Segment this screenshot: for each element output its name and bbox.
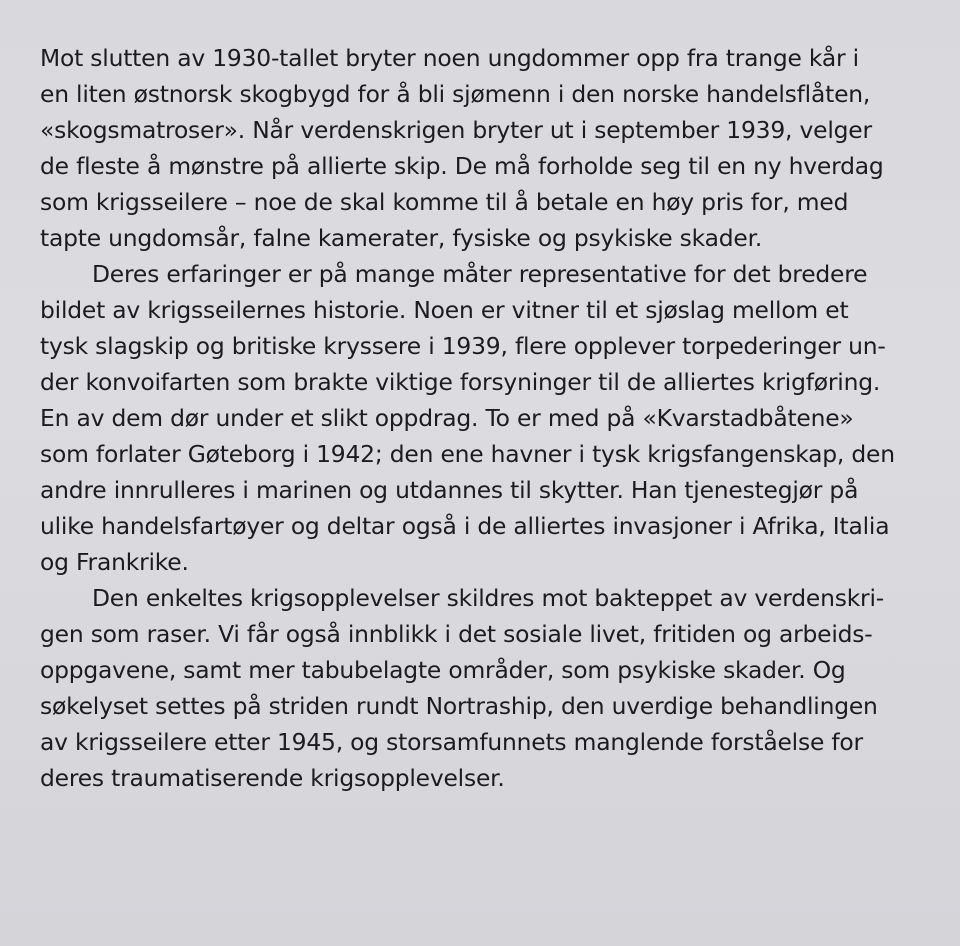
text-line: tapte ungdomsår, falne kamerater, fysiske og psykiske skader. bbox=[40, 224, 763, 252]
text-line: andre innrulleres i marinen og utdannes til skytter. Han tjenestegjør på bbox=[40, 476, 859, 504]
text-line: bildet av krigsseilernes historie. Noen er vitner til et sjøslag mellom et bbox=[40, 296, 849, 324]
text-line: en liten østnorsk skogbygd for å bli sjømenn i den norske handelsflåten, bbox=[40, 80, 871, 108]
paragraph-2 bbox=[40, 256, 938, 580]
text-line: de fleste å mønstre på allierte skip. De må forholde seg til en ny hverdag bbox=[40, 152, 884, 180]
text-line: En av dem dør under et slikt oppdrag. To er med på «Kvarstadbåtene» bbox=[40, 404, 854, 432]
text-line: der konvoifarten som brakte viktige forsyninger til de alliertes krigføring. bbox=[40, 368, 881, 396]
text-line: ulike handelsfartøyer og deltar også i de alliertes invasjoner i Afrika, Italia bbox=[40, 512, 890, 540]
text-line: Deres erfaringer er på mange måter representative for det bredere bbox=[92, 260, 868, 288]
text-line: av krigsseilere etter 1945, og storsamfunnets manglende forståelse for bbox=[40, 728, 863, 756]
text-line: Den enkeltes krigsopplevelser skildres mot bakteppet av verdenskri- bbox=[92, 584, 884, 612]
text-line: søkelyset settes på striden rundt Nortraship, den uverdige behandlingen bbox=[40, 692, 878, 720]
text-line: deres traumatiserende krigsopplevelser. bbox=[40, 764, 505, 792]
text-line: og Frankrike. bbox=[40, 548, 189, 576]
text-line: oppgavene, samt mer tabubelagte områder, som psykiske skader. Og bbox=[40, 656, 846, 684]
text-line: «skogsmatroser». Når verdenskrigen bryter ut i september 1939, velger bbox=[40, 116, 872, 144]
text-line: tysk slagskip og britiske kryssere i 1939, flere opplever torpederinger un- bbox=[40, 332, 886, 360]
text-line: som krigsseilere – noe de skal komme til å betale en høy pris for, med bbox=[40, 188, 849, 216]
paragraph-1 bbox=[40, 40, 938, 256]
paragraph-3 bbox=[40, 580, 938, 796]
text-line: Mot slutten av 1930-tallet bryter noen ungdommer opp fra trange kår i bbox=[40, 44, 859, 72]
text-line: som forlater Gøteborg i 1942; den ene havner i tysk krigsfangenskap, den bbox=[40, 440, 895, 468]
text-line: gen som raser. Vi får også innblikk i det sosiale livet, fritiden og arbeids- bbox=[40, 620, 873, 648]
